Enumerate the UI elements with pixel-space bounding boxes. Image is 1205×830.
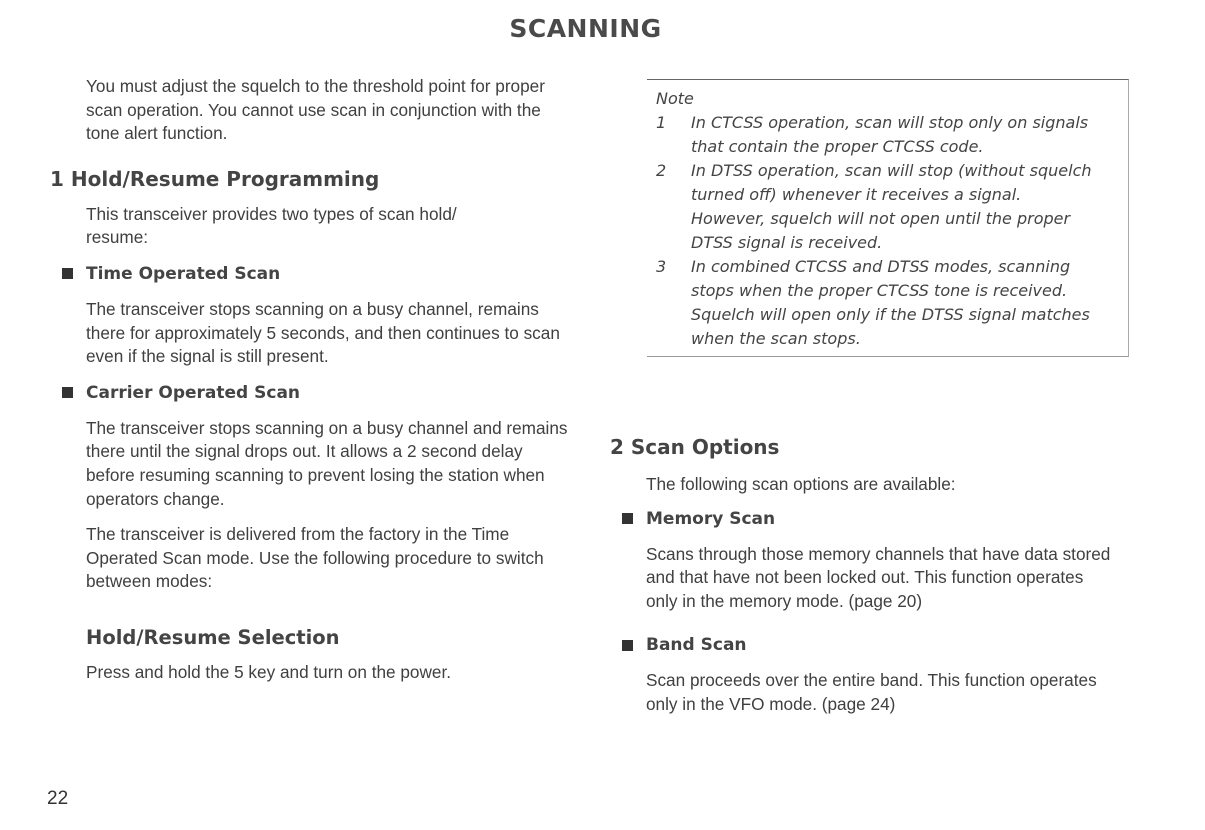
note-item-text: In DTSS operation, scan will stop (without squelch turned off) whenever it receives a signal. However, squelch will not open until the proper DTSS signal is received. xyxy=(691,161,1092,252)
section2-heading: 2 Scan Options xyxy=(610,435,780,459)
note-item-number: 2 xyxy=(656,161,667,180)
square-bullet-icon xyxy=(62,268,73,279)
note-item xyxy=(656,159,1096,255)
selection-heading: Hold/Resume Selection xyxy=(86,625,340,649)
note-label: Note xyxy=(656,89,694,108)
band-scan-heading xyxy=(622,635,1130,655)
carrier-operated-heading-label: Carrier Operated Scan xyxy=(86,382,301,403)
memory-scan-heading-label: Memory Scan xyxy=(646,508,776,529)
time-operated-heading-label: Time Operated Scan xyxy=(86,263,281,284)
memory-scan-heading xyxy=(622,509,1130,529)
note-item-number: 1 xyxy=(656,113,667,132)
time-operated-text: The transceiver stops scanning on a busy channel, remains there for approximately 5 seconds, and then continues to scan even if the signal is still present. xyxy=(86,298,560,367)
square-bullet-icon xyxy=(622,640,633,651)
note-item-number: 3 xyxy=(656,257,667,276)
right-column xyxy=(610,435,1130,717)
carrier-operated-heading xyxy=(62,383,580,403)
factory-text: The transceiver is delivered from the factory in the Time Operated Scan mode. Use the following procedure to switch between modes: xyxy=(86,524,544,592)
band-scan-text: Scan proceeds over the entire band. This function operates only in the VFO mode. (page 24) xyxy=(646,670,1097,714)
square-bullet-icon xyxy=(622,513,633,524)
note-item-text: In CTCSS operation, scan will stop only on signals that contain the proper CTCSS code. xyxy=(691,113,1089,156)
note-content xyxy=(656,87,1096,351)
time-operated-heading xyxy=(62,264,580,284)
note-item xyxy=(656,111,1096,159)
carrier-operated-text: The transceiver stops scanning on a busy channel and remains there until the signal drops out. It allows a 2 second delay before resuming scanning to prevent losing the station when operators change. xyxy=(86,417,568,509)
intro-text: You must adjust the squelch to the threshold point for proper scan operation. You cannot use scan in conjunction with the tone alert function. xyxy=(86,76,545,144)
left-column xyxy=(50,75,580,685)
square-bullet-icon xyxy=(62,387,73,398)
note-item xyxy=(656,255,1096,351)
memory-scan-text: Scans through those memory channels that have data stored and that have not been locked out. This function operates only in the memory mode. (page 20) xyxy=(646,543,1111,611)
section2-intro: The following scan options are available: xyxy=(646,474,956,494)
section1-intro: This transceiver provides two types of scan hold/ resume: xyxy=(86,203,457,248)
band-scan-heading-label: Band Scan xyxy=(646,635,747,656)
page-title: SCANNING xyxy=(509,14,662,43)
note-item-text: In combined CTCSS and DTSS modes, scanning stops when the proper CTCSS tone is received. Squelch will open only if the DTSS signal matches when the scan stops. xyxy=(691,257,1090,348)
section1-heading: 1 Hold/Resume Programming xyxy=(50,166,380,191)
page-number: 22 xyxy=(47,788,69,809)
selection-text: Press and hold the 5 key and turn on the power. xyxy=(86,661,451,682)
